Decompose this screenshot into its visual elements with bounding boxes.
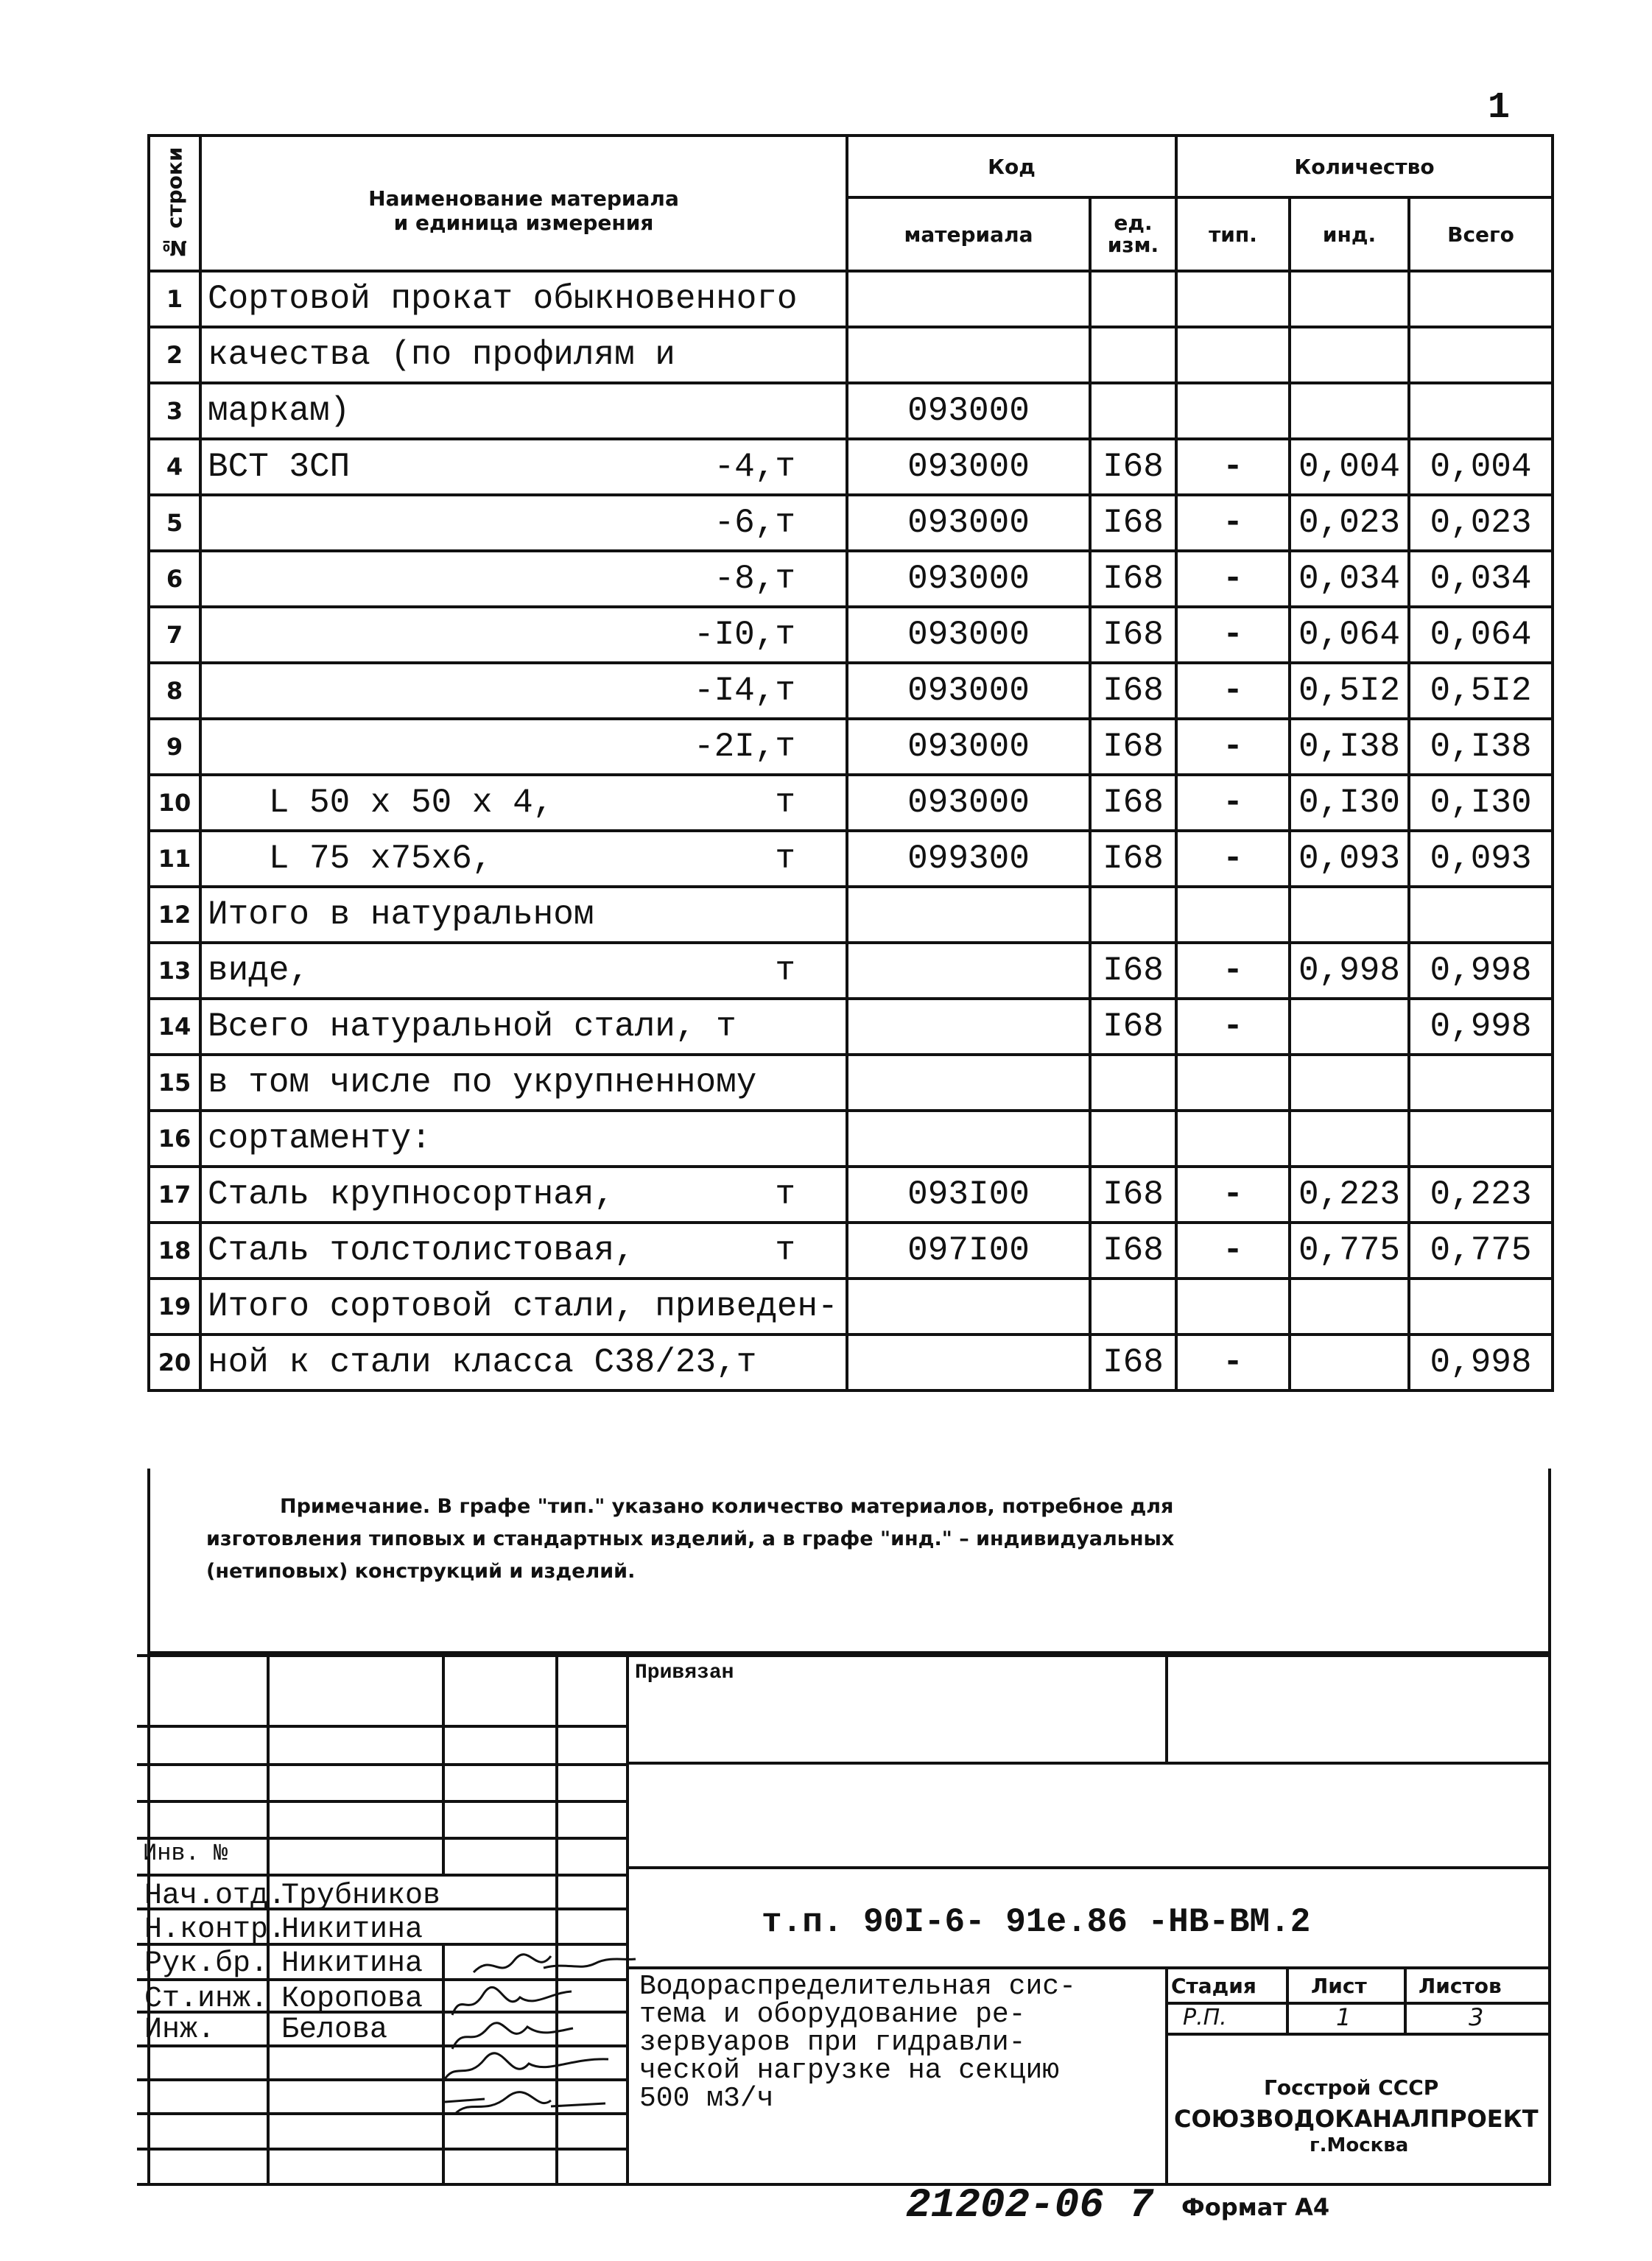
row-unit-code: I68	[1090, 495, 1176, 551]
staff-name: Белова	[281, 2014, 388, 2047]
row-name	[200, 887, 847, 943]
privyazan-label: Привязан	[635, 1662, 734, 1684]
drawing-title-line: Водораспределительная сис-	[639, 1971, 1076, 2002]
row-qty-ind	[1290, 1279, 1409, 1335]
row-qty-ind: 0,998	[1290, 943, 1409, 999]
row-material-code: 093000	[847, 383, 1090, 439]
row-subitem: т	[775, 784, 795, 822]
row-qty-typ	[1176, 887, 1290, 943]
row-unit-code	[1090, 383, 1176, 439]
row-unit-code	[1090, 327, 1176, 383]
row-name-text: L 75 x75x6,	[208, 840, 493, 878]
row-qty-ind: 0,5I2	[1290, 663, 1409, 719]
row-material-code	[847, 1111, 1090, 1167]
row-name	[200, 831, 847, 887]
row-number: 9	[149, 719, 200, 775]
row-unit-code: I68	[1090, 831, 1176, 887]
signature-engineer	[440, 2084, 610, 2121]
row-name	[200, 1055, 847, 1111]
header-quantity: Количество	[1176, 136, 1553, 197]
row-qty-ind: 0,064	[1290, 607, 1409, 663]
row-qty-ind	[1290, 1111, 1409, 1167]
row-qty-ind: 0,223	[1290, 1167, 1409, 1223]
row-qty-total: 0,023	[1409, 495, 1553, 551]
organization-ministry: Госстрой СССР	[1264, 2075, 1439, 2100]
row-qty-total: 0,064	[1409, 607, 1553, 663]
inventory-number-label: Инв. №	[143, 1840, 228, 1867]
row-material-code: 097I00	[847, 1223, 1090, 1279]
table-row	[149, 719, 1553, 775]
row-qty-typ	[1176, 327, 1290, 383]
row-material-code: 093000	[847, 551, 1090, 607]
row-name-text: Итого сортовой стали, приведен-	[208, 1287, 838, 1326]
row-qty-total: 0,004	[1409, 439, 1553, 495]
header-code-unit: ед. изм.	[1090, 197, 1176, 271]
row-qty-ind	[1290, 1055, 1409, 1111]
row-qty-typ: -	[1176, 551, 1290, 607]
staff-name: Трубников	[281, 1880, 441, 1913]
row-number: 10	[149, 775, 200, 831]
header-qty-typ: тип.	[1176, 197, 1290, 271]
row-qty-total	[1409, 1111, 1553, 1167]
staff-name: Коропова	[281, 1983, 423, 2016]
row-material-code: 093I00	[847, 1167, 1090, 1223]
row-qty-total: 0,998	[1409, 999, 1553, 1055]
row-qty-typ	[1176, 1279, 1290, 1335]
row-qty-typ: -	[1176, 719, 1290, 775]
header-row-number: № строки	[149, 136, 200, 271]
row-subitem: -2I,т	[693, 728, 795, 766]
row-material-code	[847, 887, 1090, 943]
row-number: 15	[149, 1055, 200, 1111]
row-name	[200, 1223, 847, 1279]
materials-table	[147, 134, 1554, 1392]
row-unit-code: I68	[1090, 1167, 1176, 1223]
row-number: 20	[149, 1335, 200, 1390]
staff-role: Рук.бр.	[144, 1947, 269, 1980]
row-name-text: L 50 x 50 x 4,	[208, 784, 554, 822]
row-subitem: т	[775, 840, 795, 878]
row-qty-total: 0,775	[1409, 1223, 1553, 1279]
document-code: т.п. 90I-6- 91е.86 -НВ-ВМ.2	[762, 1903, 1311, 1941]
row-unit-code: I68	[1090, 551, 1176, 607]
row-material-code: 093000	[847, 495, 1090, 551]
row-unit-code: I68	[1090, 1223, 1176, 1279]
table-row	[149, 383, 1553, 439]
row-material-code	[847, 271, 1090, 327]
row-name	[200, 551, 847, 607]
header-qty-ind: инд.	[1290, 197, 1409, 271]
row-qty-total: 0,I30	[1409, 775, 1553, 831]
row-name-text: ной к стали класса С38/23,т	[208, 1343, 757, 1382]
row-qty-typ	[1176, 1111, 1290, 1167]
row-number: 4	[149, 439, 200, 495]
row-qty-ind	[1290, 887, 1409, 943]
row-name-text: качества (по профилям и	[208, 336, 675, 374]
row-name	[200, 719, 847, 775]
row-subitem: -I4,т	[693, 672, 795, 710]
row-name-text: сортаменту:	[208, 1119, 432, 1158]
row-name	[200, 439, 847, 495]
row-qty-total: 0,5I2	[1409, 663, 1553, 719]
row-name	[200, 1167, 847, 1223]
table-row	[149, 327, 1553, 383]
staff-role: Инж.	[144, 2014, 216, 2047]
row-name-text: в том числе по укрупненному	[208, 1063, 757, 1102]
row-material-code: 093000	[847, 607, 1090, 663]
stage-value: Р.П.	[1183, 2005, 1227, 2030]
staff-name: Никитина	[281, 1913, 423, 1947]
sheet-value: 1	[1336, 2003, 1352, 2031]
row-name	[200, 1279, 847, 1335]
row-material-code: 093000	[847, 439, 1090, 495]
row-name-text: Всего натуральной стали, т	[208, 1008, 737, 1046]
header-name-line-2: и единица измерения	[393, 211, 654, 235]
row-qty-ind: 0,775	[1290, 1223, 1409, 1279]
row-material-code: 093000	[847, 719, 1090, 775]
row-number: 19	[149, 1279, 200, 1335]
row-number: 18	[149, 1223, 200, 1279]
row-qty-total: 0,I38	[1409, 719, 1553, 775]
signature-head	[470, 1946, 639, 1983]
row-qty-total: 0,093	[1409, 831, 1553, 887]
row-qty-total: 0,998	[1409, 943, 1553, 999]
row-number: 8	[149, 663, 200, 719]
row-name	[200, 495, 847, 551]
row-name-text: Сортовой прокат обыкновенного	[208, 280, 798, 318]
row-number: 16	[149, 1111, 200, 1167]
sheets-label: Листов	[1419, 1974, 1502, 1998]
row-name	[200, 943, 847, 999]
row-qty-total	[1409, 1055, 1553, 1111]
row-qty-typ: -	[1176, 439, 1290, 495]
row-name	[200, 1335, 847, 1390]
row-name	[200, 607, 847, 663]
row-number: 5	[149, 495, 200, 551]
row-qty-ind	[1290, 999, 1409, 1055]
drawing-title-line: ческой нагрузке на секцию	[639, 2055, 1060, 2086]
table-row	[149, 1279, 1553, 1335]
note-text: Примечание. В графе "тип." указано количество материалов, потребное для изготовления типовых и стандартных изделий, а в графе "инд." – индивидуальных (нетиповых) конструкций и изделий.	[206, 1495, 1175, 1583]
table-row	[149, 495, 1553, 551]
drawing-title-line: тема и оборудование ре-	[639, 1999, 1026, 2030]
row-qty-typ: -	[1176, 775, 1290, 831]
table-row	[149, 663, 1553, 719]
row-qty-total: 0,998	[1409, 1335, 1553, 1390]
corner-mark: 1	[1488, 87, 1511, 129]
table-row	[149, 887, 1553, 943]
table-row	[149, 551, 1553, 607]
row-number: 11	[149, 831, 200, 887]
row-qty-ind	[1290, 271, 1409, 327]
signature-senior-engineer	[437, 2052, 614, 2089]
table-row	[149, 1111, 1553, 1167]
row-subitem: -I0,т	[693, 616, 795, 654]
row-unit-code: I68	[1090, 439, 1176, 495]
row-qty-typ: -	[1176, 663, 1290, 719]
row-qty-typ: -	[1176, 607, 1290, 663]
row-material-code: 093000	[847, 663, 1090, 719]
row-subitem: т	[775, 1175, 795, 1214]
row-unit-code	[1090, 271, 1176, 327]
header-code-material: материала	[847, 197, 1090, 271]
header-code: Код	[847, 136, 1176, 197]
row-qty-total: 0,223	[1409, 1167, 1553, 1223]
sheet-label: Лист	[1311, 1974, 1367, 1998]
note-frame	[147, 1469, 1551, 1654]
signature-group-lead	[446, 2018, 579, 2055]
row-qty-ind: 0,004	[1290, 439, 1409, 495]
row-material-code	[847, 943, 1090, 999]
staff-role: Н.контр.	[144, 1913, 287, 1947]
row-qty-ind	[1290, 383, 1409, 439]
row-qty-ind	[1290, 327, 1409, 383]
row-qty-total	[1409, 383, 1553, 439]
row-qty-ind: 0,034	[1290, 551, 1409, 607]
row-qty-typ: -	[1176, 1167, 1290, 1223]
table-row	[149, 607, 1553, 663]
row-unit-code	[1090, 887, 1176, 943]
row-qty-typ: -	[1176, 943, 1290, 999]
row-subitem: т	[775, 952, 795, 990]
title-block	[137, 1654, 1551, 2186]
table-row	[149, 439, 1553, 495]
drawing-title-line: зервуаров при гидравли-	[639, 2027, 1026, 2058]
row-unit-code	[1090, 1111, 1176, 1167]
row-name	[200, 1111, 847, 1167]
organization-name: СОЮЗВОДОКАНАЛПРОЕКТ	[1174, 2105, 1539, 2133]
table-row	[149, 831, 1553, 887]
row-name-text: Сталь толстолистовая,	[208, 1231, 635, 1270]
drawing-title-line: 500 м3/ч	[639, 2083, 774, 2114]
row-qty-ind: 0,I30	[1290, 775, 1409, 831]
row-name-text: Сталь крупносортная,	[208, 1175, 615, 1214]
row-number: 3	[149, 383, 200, 439]
row-qty-total	[1409, 887, 1553, 943]
table-row	[149, 271, 1553, 327]
row-subitem: -8,т	[714, 560, 795, 598]
row-qty-total: 0,034	[1409, 551, 1553, 607]
row-number: 7	[149, 607, 200, 663]
row-qty-ind: 0,093	[1290, 831, 1409, 887]
row-name	[200, 383, 847, 439]
row-name	[200, 271, 847, 327]
row-name	[200, 663, 847, 719]
row-material-code	[847, 1335, 1090, 1390]
row-qty-total	[1409, 327, 1553, 383]
table-row	[149, 1335, 1553, 1390]
organization-city: г.Москва	[1310, 2134, 1409, 2156]
row-material-code: 099300	[847, 831, 1090, 887]
row-subitem: -6,т	[714, 504, 795, 542]
table-body	[149, 271, 1553, 1390]
table-row	[149, 1223, 1553, 1279]
row-unit-code: I68	[1090, 943, 1176, 999]
row-number: 17	[149, 1167, 200, 1223]
header-material-name	[200, 136, 847, 271]
row-unit-code: I68	[1090, 775, 1176, 831]
table-row	[149, 999, 1553, 1055]
row-subitem: -4,т	[714, 448, 795, 486]
table-row	[149, 1167, 1553, 1223]
table-row	[149, 1055, 1553, 1111]
sheets-value: 3	[1469, 2003, 1484, 2031]
row-material-code	[847, 999, 1090, 1055]
row-qty-typ: -	[1176, 999, 1290, 1055]
row-unit-code	[1090, 1279, 1176, 1335]
header-qty-total: Всего	[1409, 197, 1553, 271]
row-qty-ind: 0,I38	[1290, 719, 1409, 775]
row-unit-code: I68	[1090, 663, 1176, 719]
header-name-line-1: Наименование материала	[368, 186, 679, 211]
row-unit-code	[1090, 1055, 1176, 1111]
row-material-code	[847, 1055, 1090, 1111]
archive-number: 21202-06 7	[906, 2181, 1154, 2229]
paper-format: Формат А4	[1181, 2193, 1330, 2221]
row-material-code	[847, 327, 1090, 383]
row-name-text: ВСТ 3СП	[208, 448, 351, 486]
row-unit-code: I68	[1090, 999, 1176, 1055]
row-number: 6	[149, 551, 200, 607]
row-unit-code: I68	[1090, 1335, 1176, 1390]
staff-role: Нач.отд.	[144, 1880, 287, 1913]
row-name	[200, 327, 847, 383]
row-qty-typ: -	[1176, 1223, 1290, 1279]
row-name-text: маркам)	[208, 392, 351, 430]
staff-role: Ст.инж.	[144, 1983, 269, 2016]
row-material-code	[847, 1279, 1090, 1335]
row-name	[200, 999, 847, 1055]
row-qty-typ	[1176, 1055, 1290, 1111]
row-number: 2	[149, 327, 200, 383]
row-number: 14	[149, 999, 200, 1055]
row-number: 12	[149, 887, 200, 943]
row-qty-ind	[1290, 1335, 1409, 1390]
staff-name: Никитина	[281, 1947, 423, 1980]
row-qty-typ	[1176, 271, 1290, 327]
row-name	[200, 775, 847, 831]
row-material-code: 093000	[847, 775, 1090, 831]
row-qty-total	[1409, 1279, 1553, 1335]
table-row	[149, 943, 1553, 999]
row-qty-typ: -	[1176, 495, 1290, 551]
row-unit-code: I68	[1090, 719, 1176, 775]
row-qty-total	[1409, 271, 1553, 327]
row-qty-typ	[1176, 383, 1290, 439]
row-qty-typ: -	[1176, 1335, 1290, 1390]
stage-label: Стадия	[1171, 1974, 1256, 1998]
row-unit-code: I68	[1090, 607, 1176, 663]
row-number: 1	[149, 271, 200, 327]
row-qty-typ: -	[1176, 831, 1290, 887]
row-name-text: Итого в натуральном	[208, 896, 594, 934]
row-qty-ind: 0,023	[1290, 495, 1409, 551]
row-name-text: виде,	[208, 952, 310, 990]
row-number: 13	[149, 943, 200, 999]
table-row	[149, 775, 1553, 831]
signature-norm-control	[446, 1986, 579, 2022]
row-subitem: т	[775, 1231, 795, 1270]
